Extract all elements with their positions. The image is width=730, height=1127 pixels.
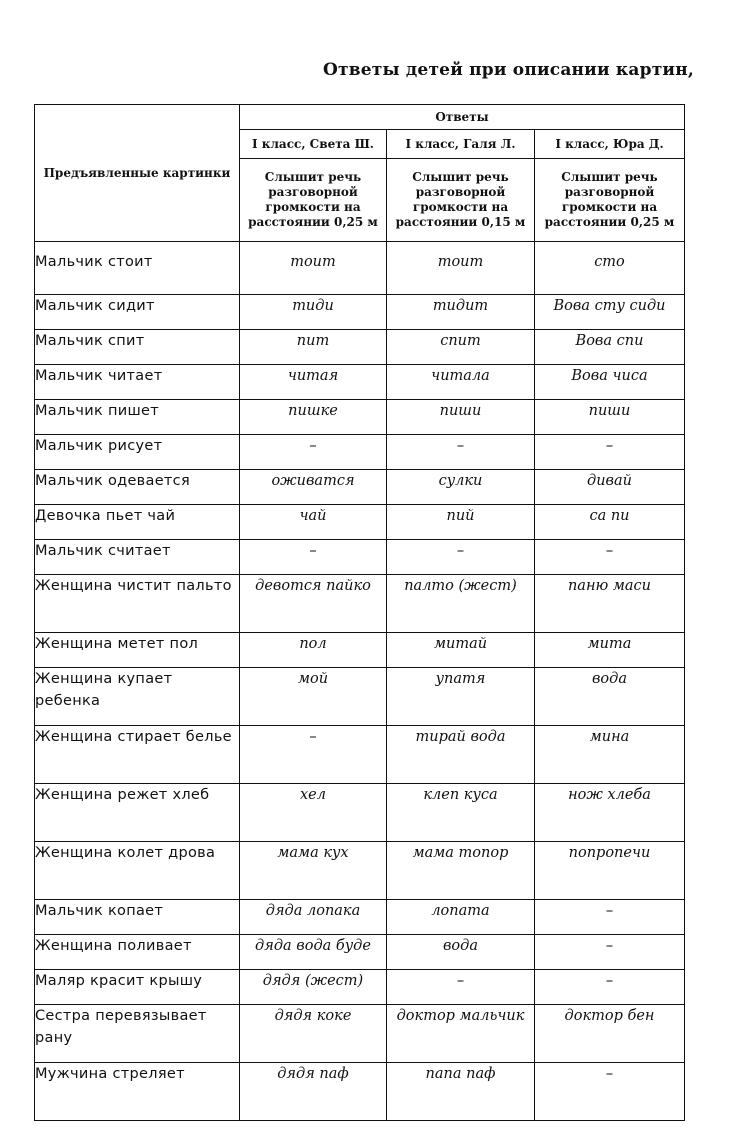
table-row [35,935,685,970]
picture-cell: Мальчик стоит [35,242,240,295]
answer-cell-1: мой [240,668,387,726]
table-row [35,726,685,784]
picture-cell: Женщина стирает белье [35,726,240,784]
picture-cell: Мальчик рисует [35,435,240,470]
picture-cell: Мальчик считает [35,540,240,575]
answer-cell-3: мита [535,633,685,668]
answer-cell-1: дядя (жест) [240,970,387,1005]
answer-cell-1: пишке [240,400,387,435]
picture-cell: Мальчик читает [35,365,240,400]
answer-cell-3: попропечи [535,842,685,900]
answer-cell-3: нож хлеба [535,784,685,842]
answers-table [34,104,685,1121]
answer-cell-2: тоит [387,242,535,295]
table-row [35,365,685,400]
answer-cell-2: сулки [387,470,535,505]
answer-cell-3: паню маси [535,575,685,633]
table-row [35,505,685,540]
answer-cell-2: лопата [387,900,535,935]
answer-cell-2: упатя [387,668,535,726]
header-child-1: I класс, Света Ш. [240,130,387,159]
picture-cell: Маляр красит крышу [35,970,240,1005]
picture-cell: Женщина чистит пальто [35,575,240,633]
picture-cell: Мужчина стреляет [35,1063,240,1121]
table-row [35,400,685,435]
answer-cell-2: вода [387,935,535,970]
table-row [35,784,685,842]
picture-cell: Женщина поливает [35,935,240,970]
answer-cell-2: клеп куса [387,784,535,842]
answer-cell-1: – [240,726,387,784]
header-hearing-3: Слышит речь разговорной громкости на расстоянии 0,25 м [535,159,685,242]
answer-cell-3: – [535,970,685,1005]
answer-cell-1: тиди [240,295,387,330]
answer-cell-1: мама кух [240,842,387,900]
picture-cell: Мальчик копает [35,900,240,935]
table-row [35,330,685,365]
table-row [35,1063,685,1121]
answer-cell-2: пий [387,505,535,540]
table-row [35,668,685,726]
table-row [35,970,685,1005]
answer-cell-1: дяда вода буде [240,935,387,970]
answer-cell-2: – [387,435,535,470]
picture-cell: Девочка пьет чай [35,505,240,540]
answer-cell-2: доктор мальчик [387,1005,535,1063]
picture-cell: Мальчик пишет [35,400,240,435]
picture-cell: Женщина купает ребенка [35,668,240,726]
picture-cell: Мальчик одевается [35,470,240,505]
answer-cell-3: вода [535,668,685,726]
answer-cell-1: дяда лопака [240,900,387,935]
answer-cell-3: доктор бен [535,1005,685,1063]
table-row [35,575,685,633]
answer-cell-3: Вова чиса [535,365,685,400]
picture-cell: Женщина режет хлеб [35,784,240,842]
table-row [35,1005,685,1063]
header-pictures: Предъявленные картинки [35,105,240,242]
answer-cell-1: – [240,435,387,470]
answer-cell-3: мина [535,726,685,784]
answer-cell-2: мама топор [387,842,535,900]
answer-cell-3: – [535,900,685,935]
table-row [35,242,685,295]
answer-cell-1: чай [240,505,387,540]
answer-cell-3: – [535,435,685,470]
header-child-3: I класс, Юра Д. [535,130,685,159]
answer-cell-3: Вова сту сиди [535,295,685,330]
table-row [35,540,685,575]
answer-cell-1: пит [240,330,387,365]
picture-cell: Сестра перевязывает рану [35,1005,240,1063]
answer-cell-1: дядя паф [240,1063,387,1121]
answer-cell-1: читая [240,365,387,400]
answer-cell-3: Вова спи [535,330,685,365]
answer-cell-1: тоит [240,242,387,295]
answer-cell-2: – [387,540,535,575]
picture-cell: Мальчик сидит [35,295,240,330]
table-row [35,900,685,935]
answer-cell-3: – [535,540,685,575]
answer-cell-1: – [240,540,387,575]
header-child-2: I класс, Галя Л. [387,130,535,159]
header-hearing-2: Слышит речь разговорной громкости на расстоянии 0,15 м [387,159,535,242]
header-hearing-1: Слышит речь разговорной громкости на расстоянии 0,25 м [240,159,387,242]
answer-cell-2: папа паф [387,1063,535,1121]
answer-cell-3: пиши [535,400,685,435]
answer-cell-1: пол [240,633,387,668]
answer-cell-3: – [535,935,685,970]
table-row [35,435,685,470]
answer-cell-2: – [387,970,535,1005]
answer-cell-2: пиши [387,400,535,435]
answer-cell-3: са пи [535,505,685,540]
answer-cell-2: тирай вода [387,726,535,784]
picture-cell: Женщина метет пол [35,633,240,668]
page-title: Ответы детей при описании картин, [323,60,694,80]
answer-cell-1: девотся пайко [240,575,387,633]
table-row [35,633,685,668]
picture-cell: Мальчик спит [35,330,240,365]
answer-cell-3: дивай [535,470,685,505]
picture-cell: Женщина колет дрова [35,842,240,900]
answer-cell-2: палто (жест) [387,575,535,633]
table-row [35,842,685,900]
table-row [35,295,685,330]
answer-cell-2: читала [387,365,535,400]
answer-cell-2: спит [387,330,535,365]
answer-cell-1: оживатся [240,470,387,505]
answer-cell-3: – [535,1063,685,1121]
table-row [35,470,685,505]
answer-cell-2: митай [387,633,535,668]
answer-cell-1: дядя коке [240,1005,387,1063]
answer-cell-1: хел [240,784,387,842]
answer-cell-3: сто [535,242,685,295]
header-answers: Ответы [240,105,685,130]
answer-cell-2: тидит [387,295,535,330]
